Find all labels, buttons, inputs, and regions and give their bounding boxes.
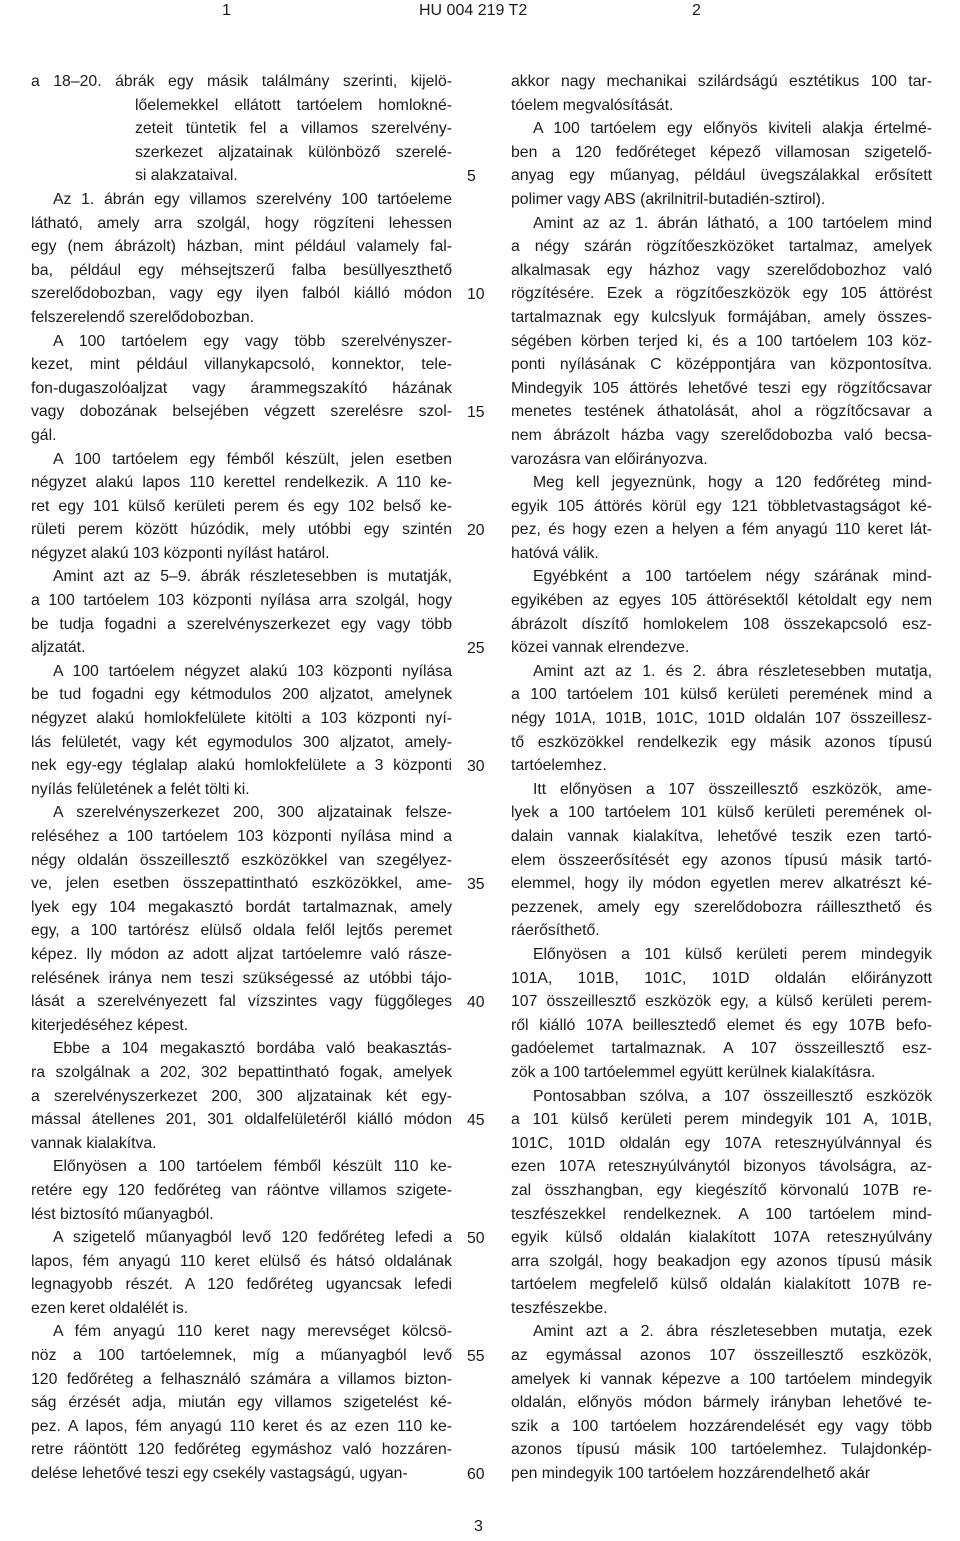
text-line: ségében körben terjed ki, és a 100 tartóelem 103 köz-: [511, 332, 932, 350]
text-line: egyik 105 áttörés körül egy 121 többletvastagságot ké-: [511, 497, 932, 515]
text-line: 107 összeillesztő eszközök egy, a külső kerületi perem-: [511, 993, 932, 1011]
text-line: amelyek ki vannak képezve a 100 tartóelem mindegyik: [511, 1370, 932, 1388]
text-line: tóelem megvalósítását.: [511, 96, 674, 114]
text-line: Előnyösen a 100 tartóelem fémből készült 110 ke-: [53, 1158, 452, 1176]
text-line: tartalmaznak egy kulcslyuk formájában, amely összes-: [511, 308, 932, 326]
text-line: A 100 tartóelem négyzet alakú 103 központi nyílása: [53, 662, 452, 680]
text-line: teszfészekkel rendelkeznek. A 100 tartóelem mind-: [511, 1205, 932, 1223]
text-line: pen mindegyik 100 tartóelem hozzárendelhető akár: [511, 1465, 871, 1483]
line-number: 20: [467, 522, 485, 540]
text-line: ezen 107A reteszнyúlványtól bizonyos távolságra, az-: [511, 1158, 932, 1176]
text-line: Meg kell jegyeznünk, hogy a 120 fedőréteg mind-: [533, 474, 932, 492]
text-line: relésének iránya nem teszi szükségessé az utóbbi tájo-: [31, 969, 452, 987]
text-line: A fém anyagú 110 keret nagy merevséget kölcsö-: [53, 1323, 452, 1341]
text-line: ezen keret oldalélét is.: [31, 1299, 189, 1317]
header-document-id: HU 004 219 T2: [419, 2, 528, 19]
text-line: Amint azt az 1. és 2. ábra részletesebben mutatja,: [533, 662, 932, 680]
text-line: A 100 tartóelem egy előnyös kiviteli alakja értelmé-: [533, 120, 932, 138]
text-line: lyek egy 104 megakasztó bordát tartalmaznak, amely: [31, 898, 452, 916]
text-line: legnagyobb részét. A 120 fedőréteg ugyancsak lefedi: [31, 1276, 452, 1294]
text-line: közei vannak elrendezve.: [511, 639, 690, 657]
text-line: ság érzését adja, miután egy villamos szigetelést ké-: [31, 1394, 452, 1412]
line-number: 45: [467, 1112, 485, 1130]
text-line: a 18–20. ábrák egy másik találmány szerinti, kijelö-: [31, 73, 452, 90]
header-page-right: 2: [692, 2, 701, 19]
text-line: dalain vannak kialakítva, lehetővé teszik ezen tartó-: [511, 828, 932, 845]
text-line: nek egy-egy téglalap alakú homlokfelülete a 3 központi: [31, 757, 452, 775]
text-line: elem összeerősítését egy azonos típusú másik tartó-: [511, 851, 932, 869]
line-number: 15: [467, 404, 485, 422]
text-line: rögzítésére. Ezek a rögzítőeszközök egy 105 áttörést: [511, 285, 932, 303]
text-line: ra szolgálnak a 202, 302 bepattintható fogak, amelyek: [31, 1063, 452, 1081]
text-line: Amint azt az 5–9. ábrák részletesebben is mutatják,: [53, 568, 452, 586]
text-line: négyzet alakú lapos 110 kerettel rendelkezik. A 110 ke-: [31, 474, 452, 492]
text-line: zeteit tüntetik fel a villamos szerelvény-: [135, 120, 452, 138]
text-line: négyzet alakú homlokfelülete kitölti a 103 központi nyí-: [31, 710, 452, 728]
text-line: Amint az az 1. ábrán látható, a 100 tartóelem mind: [533, 214, 932, 232]
text-line: pez. A lapos, fém anyagú 110 keret és az ezen 110 ke-: [31, 1417, 452, 1435]
text-line: gadóelemet tartalmaznak. A 107 összeillesztő esz-: [511, 1040, 932, 1058]
text-line: 101A, 101B, 101C, 101D oldalán előirányzott: [511, 969, 932, 987]
text-line: A 100 tartóelem egy fémből készült, jelen esetben: [53, 450, 452, 468]
text-line: mással átellenes 201, 301 oldalfelületéről kiálló módon: [31, 1111, 452, 1129]
text-line: egyik külső oldalán kialakított 107A reteszнyúlvány: [511, 1229, 932, 1247]
text-line: ret egy 101 külső kerületi perem és egy 102 belső ke-: [31, 497, 452, 515]
text-line: Az 1. ábrán egy villamos szerelvény 100 tartóeleme: [53, 190, 452, 208]
text-line: rületi perem között húzódik, mely utóbbi egy szintén: [31, 521, 452, 539]
text-line: felszerelendő szerelődobozban.: [31, 308, 255, 326]
text-line: azonos típusú másik 100 tartóelemhez. Tulajdonkép-: [511, 1441, 932, 1459]
text-line: négyzet alakú 103 központi nyílást határol.: [31, 544, 330, 562]
text-line: A szerelvényszerkezet 200, 300 aljzatainak felsze-: [53, 804, 452, 822]
text-line: anyag egy műanyag, például üvegszálakkal erősített: [511, 167, 932, 185]
text-line: szerelődobozban, vagy egy ilyen falból kiálló módon: [31, 285, 452, 303]
text-line: Egyébként a 100 tartóelem négy szárának mind-: [533, 568, 932, 586]
text-line: tartóelem megfelelő külső oldalán kialakított 107B re-: [511, 1276, 932, 1294]
text-line: gál.: [31, 426, 57, 444]
text-line: A szigetelő műanyagból levő 120 fedőréteg lefedi a: [53, 1229, 452, 1247]
text-line: Előnyösen a 101 külső kerületi perem mindegyik: [533, 945, 932, 963]
right-text-column: [511, 70, 932, 1486]
text-line: az egymással azonos 107 összeillesztő eszközök,: [511, 1347, 932, 1365]
text-line: a 101 külső kerületi perem mindegyik 101 A, 101B,: [511, 1111, 932, 1129]
text-line: ráerősíthető.: [511, 922, 600, 940]
text-line: alkalmasak egy házhoz vagy szerelődobozhoz való: [511, 261, 932, 279]
text-line: Amint azt a 2. ábra részletesebben mutatja, ezek: [533, 1323, 932, 1341]
text-line: 101C, 101D oldalán egy 107A reteszнyúlvánnyal és: [511, 1134, 932, 1152]
line-number: 30: [467, 758, 485, 776]
text-line: 120 fedőréteg a felhasználó számára a villamos bizton-: [31, 1370, 452, 1388]
text-line: akkor nagy mechanikai szilárdságú esztétikus 100 tar-: [511, 73, 932, 90]
text-line: négy 101A, 101B, 101C, 101D oldalán 107 összeillesz-: [511, 710, 932, 728]
text-line: lapos, fém anyagú 110 keret elülső és hátsó oldalának: [31, 1252, 452, 1270]
text-line: szik a 100 tartóelem hozzárendelését egy vagy több: [511, 1417, 932, 1435]
line-number: 5: [467, 168, 476, 186]
text-line: Itt előnyösen a 107 összeillesztő eszközök, ame-: [533, 780, 932, 798]
text-line: ábrázolt díszítő homlokelem 108 összekapcsoló esz-: [511, 615, 932, 633]
text-line: ve, jelen esetben összepattintható eszközökkel, ame-: [31, 875, 452, 893]
text-line: tő eszközökkel rendelkezik egy másik azonos típusú: [511, 733, 932, 751]
text-line: kezet, mint például villanykapcsoló, konnektor, tele-: [31, 356, 452, 374]
text-line: tartóelemhez.: [511, 757, 607, 775]
text-line: pez, és hogy ezen a helyen a fém anyagú 110 keret lát-: [511, 521, 932, 539]
text-line: reléséhez a 100 tartóelem 103 központi nyílása mind a: [31, 828, 452, 845]
line-number: 25: [467, 640, 485, 658]
text-line: Mindegyik 105 áttörés lehetővé teszi egy rögzítőcsavar: [511, 379, 932, 397]
text-line: ben a 120 fedőréteget képező villamosan szigetelő-: [511, 143, 932, 161]
text-line: zal összhangban, egy kiegészítő körvonalú 107B re-: [511, 1181, 932, 1199]
text-line: fon-dugaszolóaljzat vagy árammegszakító házának: [31, 379, 452, 397]
line-number: 60: [467, 1466, 485, 1484]
text-line: nöz a 100 tartóelemnek, míg a műanyagból levő: [31, 1347, 452, 1365]
text-line: retére egy 120 fedőréteg van ráöntve villamos szigete-: [31, 1181, 452, 1199]
left-text-column: [31, 70, 452, 1486]
text-line: ponti nyílásának C középpontjára van központosítva.: [511, 356, 932, 374]
text-line: pezzenek, amely egy szerelődobozra ráilleszthető és: [511, 898, 932, 916]
line-number: 50: [467, 1230, 485, 1248]
text-line: a szerelvényszerkezet 200, 300 aljzatainak két egy-: [31, 1087, 452, 1105]
text-line: teszfészekbe.: [511, 1299, 608, 1317]
text-line: nyílás felületének a felét tölti ki.: [31, 780, 250, 798]
text-line: a 100 tartóelem 103 központi nyílása arra szolgál, hogy: [31, 592, 452, 610]
text-line: vagy dobozának belsejében végzett szerelésre szol-: [31, 403, 452, 421]
text-line: képez. Ily módon az adott aljzat tartóelemre való rásze-: [31, 945, 452, 963]
text-line: a 100 tartóelem 101 külső kerületi peremének mind a: [511, 686, 932, 704]
text-line: lyek a 100 tartóelem 101 külső kerületi peremének ol-: [511, 804, 932, 822]
text-line: elemmel, hogy ily módon egyetlen merev alkatrészt ké-: [511, 875, 932, 893]
text-line: si alakzataival.: [135, 167, 238, 185]
text-line: ről kiálló 107A beillesztedő elemet és egy 107B befo-: [511, 1016, 932, 1034]
line-number: 35: [467, 876, 485, 894]
text-line: retre ráöntött 120 fedőréteg egymáshoz való hozzáren-: [31, 1441, 452, 1459]
text-line: négy oldalán összeillesztő eszközökkel van szegélyez-: [31, 851, 452, 869]
text-line: A 100 tartóelem egy vagy több szerelvényszer-: [53, 332, 452, 350]
text-line: kiterjedéséhez képest.: [31, 1016, 189, 1034]
text-line: lását a szerelvényezett fal vízszintes vagy függőleges: [31, 993, 452, 1011]
text-line: oldalán, előnyös módon bármely irányban lehetővé te-: [511, 1394, 932, 1412]
text-line: ba, például egy méhsejtszerű falba besüllyeszthető: [31, 261, 452, 279]
text-line: nem ábrázolt házba vagy szerelődobozba való becsa-: [511, 426, 932, 444]
text-line: egy, a 100 tartórész elülső oldala felől lejtős peremet: [31, 922, 452, 940]
text-line: arra szolgál, hogy beakadjon egy azonos típusú másik: [511, 1252, 932, 1270]
text-line: polimer vagy ABS (akrilnitril-butadién-sztirol).: [511, 190, 826, 208]
text-line: látható, amely arra szolgál, hogy rögzíteni lehessen: [31, 214, 452, 232]
text-line: Pontosabban szólva, a 107 összeillesztő eszközök: [533, 1087, 932, 1105]
line-number: 10: [467, 286, 485, 304]
text-line: be tudja fogadni a szerelvényszerkezet egy vagy több: [31, 615, 452, 633]
text-line: zök a 100 tartóelemmel együtt kerülnek kialakításra.: [511, 1063, 876, 1081]
text-line: szerkezet aljzatainak különböző szerelé-: [135, 143, 452, 161]
text-line: aljzatát.: [31, 639, 86, 657]
line-number: 55: [467, 1348, 485, 1366]
text-line: be tud fogadni egy kétmodulos 200 aljzatot, amelynek: [31, 686, 452, 704]
text-line: egy (nem ábrázolt) házban, mint például valamely fal-: [31, 238, 452, 256]
text-line: a négy szárán rögzítőeszközöket tartalmaz, amelyek: [511, 238, 932, 256]
text-line: hatóvá válik.: [511, 544, 599, 562]
header-page-left: 1: [222, 2, 231, 19]
text-line: vannak kialakítva.: [31, 1134, 157, 1152]
line-number: 40: [467, 994, 485, 1012]
text-line: lést biztosító műanyagból.: [31, 1205, 214, 1223]
page-number: 3: [474, 1518, 483, 1535]
text-line: delése lehetővé teszi egy csekély vastagságú, ugyan-: [31, 1465, 408, 1483]
text-line: egyikében az egyes 105 áttörésektől kétoldalt egy nem: [511, 592, 932, 610]
text-line: menetes testének áthatolását, ahol a rögzítőcsavar a: [511, 403, 932, 421]
text-line: Ebbe a 104 megakasztó bordába való beakasztás-: [53, 1040, 452, 1058]
text-line: lőelemekkel ellátott tartóelem homlokné-: [135, 96, 452, 114]
page-header: [0, 2, 960, 24]
text-line: varozásra van előirányozva.: [511, 450, 708, 468]
text-line: lás felületét, vagy két egymodulos 300 aljzatot, amely-: [31, 733, 452, 751]
